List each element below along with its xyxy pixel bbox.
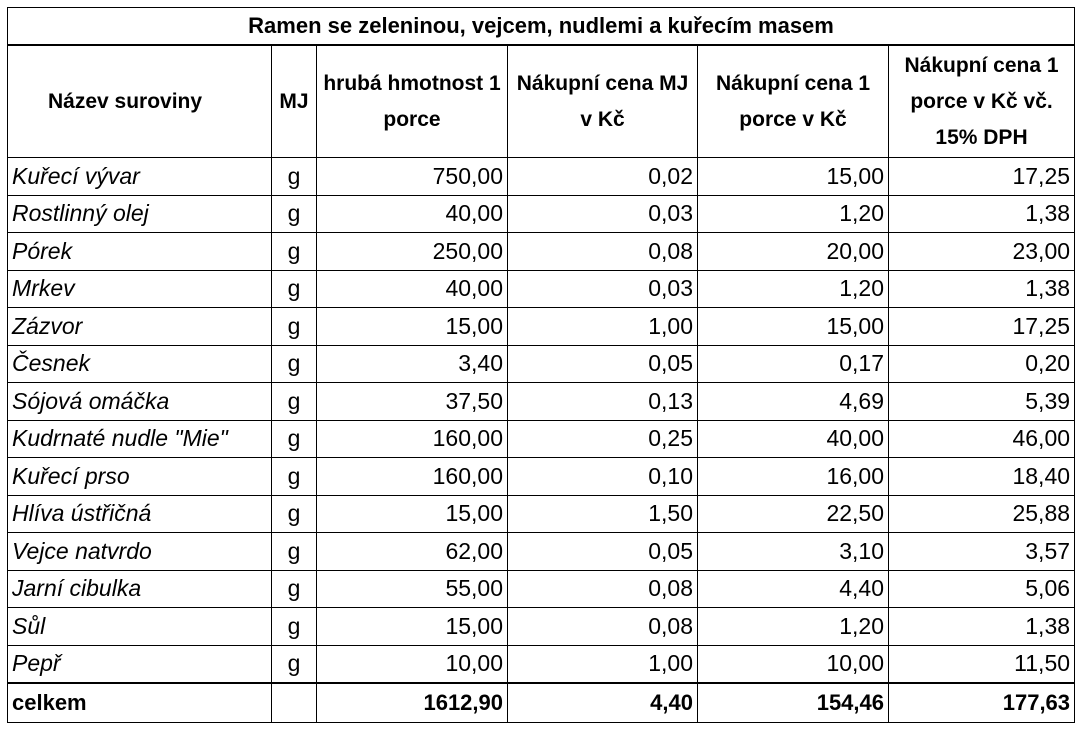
table-row: [8, 533, 1075, 571]
unit-price: 0,05: [508, 533, 698, 571]
portion-price-vat: 17,25: [889, 158, 1075, 196]
ingredient-unit: g: [272, 383, 317, 421]
ingredient-unit: g: [272, 570, 317, 608]
header-portion-price: Nákupní cena 1 porce v Kč: [698, 45, 889, 158]
table-row: [8, 308, 1075, 346]
gross-weight: 15,00: [317, 608, 508, 646]
unit-price: 0,03: [508, 270, 698, 308]
ingredient-name: Pepř: [8, 645, 272, 683]
total-row: [8, 683, 1075, 723]
gross-weight: 40,00: [317, 195, 508, 233]
portion-price: 0,17: [698, 345, 889, 383]
portion-price-vat: 5,39: [889, 383, 1075, 421]
portion-price: 40,00: [698, 420, 889, 458]
ingredient-unit: g: [272, 270, 317, 308]
portion-price: 15,00: [698, 158, 889, 196]
portion-price: 1,20: [698, 608, 889, 646]
ingredient-unit: g: [272, 458, 317, 496]
gross-weight: 40,00: [317, 270, 508, 308]
portion-price: 1,20: [698, 195, 889, 233]
header-row: [8, 45, 1075, 158]
unit-price: 0,08: [508, 570, 698, 608]
ingredient-name: Kuřecí vývar: [8, 158, 272, 196]
ingredient-name: Vejce natvrdo: [8, 533, 272, 571]
gross-weight: 750,00: [317, 158, 508, 196]
unit-price: 0,02: [508, 158, 698, 196]
table-row: [8, 345, 1075, 383]
gross-weight: 15,00: [317, 308, 508, 346]
portion-price-vat: 23,00: [889, 233, 1075, 271]
ingredient-name: Pórek: [8, 233, 272, 271]
ingredient-unit: g: [272, 495, 317, 533]
unit-price: 0,03: [508, 195, 698, 233]
portion-price: 15,00: [698, 308, 889, 346]
total-price: 154,46: [698, 683, 889, 723]
ingredient-name: Mrkev: [8, 270, 272, 308]
ingredient-name: Česnek: [8, 345, 272, 383]
portion-price: 16,00: [698, 458, 889, 496]
header-unit: MJ: [272, 45, 317, 158]
gross-weight: 3,40: [317, 345, 508, 383]
ingredient-name: Kuřecí prso: [8, 458, 272, 496]
ingredient-unit: g: [272, 158, 317, 196]
ingredient-unit: g: [272, 345, 317, 383]
ingredient-name: Sůl: [8, 608, 272, 646]
header-gross-weight: hrubá hmotnost 1 porce: [317, 45, 508, 158]
ingredient-name: Hlíva ústřičná: [8, 495, 272, 533]
portion-price: 1,20: [698, 270, 889, 308]
ingredient-unit: g: [272, 608, 317, 646]
portion-price-vat: 25,88: [889, 495, 1075, 533]
gross-weight: 15,00: [317, 495, 508, 533]
total-gross: 1612,90: [317, 683, 508, 723]
gross-weight: 62,00: [317, 533, 508, 571]
gross-weight: 37,50: [317, 383, 508, 421]
portion-price-vat: 1,38: [889, 608, 1075, 646]
portion-price: 4,69: [698, 383, 889, 421]
unit-price: 1,00: [508, 308, 698, 346]
ingredient-name: Zázvor: [8, 308, 272, 346]
portion-price-vat: 0,20: [889, 345, 1075, 383]
table-title: Ramen se zeleninou, vejcem, nudlemi a kuřecím masem: [8, 8, 1075, 46]
portion-price-vat: 17,25: [889, 308, 1075, 346]
portion-price-vat: 5,06: [889, 570, 1075, 608]
ingredient-unit: g: [272, 233, 317, 271]
ingredient-name: Kudrnaté nudle "Mie": [8, 420, 272, 458]
gross-weight: 160,00: [317, 458, 508, 496]
header-portion-price-vat: Nákupní cena 1 porce v Kč vč. 15% DPH: [889, 45, 1075, 158]
gross-weight: 10,00: [317, 645, 508, 683]
table-row: [8, 645, 1075, 683]
header-unit-price: Nákupní cena MJ v Kč: [508, 45, 698, 158]
portion-price: 10,00: [698, 645, 889, 683]
total-unit: [272, 683, 317, 723]
table-row: [8, 495, 1075, 533]
unit-price: 0,13: [508, 383, 698, 421]
unit-price: 0,05: [508, 345, 698, 383]
ingredient-unit: g: [272, 420, 317, 458]
portion-price-vat: 11,50: [889, 645, 1075, 683]
table-row: [8, 158, 1075, 196]
total-unit-price: 4,40: [508, 683, 698, 723]
header-name: Název suroviny: [8, 45, 272, 158]
table-row: [8, 570, 1075, 608]
total-label: celkem: [8, 683, 272, 723]
gross-weight: 160,00: [317, 420, 508, 458]
gross-weight: 250,00: [317, 233, 508, 271]
portion-price: 4,40: [698, 570, 889, 608]
ingredient-name: Rostlinný olej: [8, 195, 272, 233]
table-row: [8, 458, 1075, 496]
unit-price: 1,00: [508, 645, 698, 683]
portion-price: 3,10: [698, 533, 889, 571]
ingredient-unit: g: [272, 533, 317, 571]
unit-price: 0,08: [508, 608, 698, 646]
ingredient-unit: g: [272, 195, 317, 233]
unit-price: 0,10: [508, 458, 698, 496]
unit-price: 0,25: [508, 420, 698, 458]
table-row: [8, 420, 1075, 458]
ingredient-unit: g: [272, 308, 317, 346]
table-row: [8, 233, 1075, 271]
portion-price-vat: 1,38: [889, 270, 1075, 308]
portion-price: 20,00: [698, 233, 889, 271]
table-row: [8, 608, 1075, 646]
portion-price-vat: 3,57: [889, 533, 1075, 571]
table-row: [8, 270, 1075, 308]
title-row: [8, 8, 1075, 46]
ingredient-name: Sójová omáčka: [8, 383, 272, 421]
portion-price-vat: 1,38: [889, 195, 1075, 233]
unit-price: 0,08: [508, 233, 698, 271]
portion-price-vat: 18,40: [889, 458, 1075, 496]
portion-price: 22,50: [698, 495, 889, 533]
ingredient-unit: g: [272, 645, 317, 683]
ingredient-name: Jarní cibulka: [8, 570, 272, 608]
recipe-cost-table: [7, 7, 1075, 723]
table-row: [8, 195, 1075, 233]
table-row: [8, 383, 1075, 421]
total-price-vat: 177,63: [889, 683, 1075, 723]
portion-price-vat: 46,00: [889, 420, 1075, 458]
gross-weight: 55,00: [317, 570, 508, 608]
unit-price: 1,50: [508, 495, 698, 533]
